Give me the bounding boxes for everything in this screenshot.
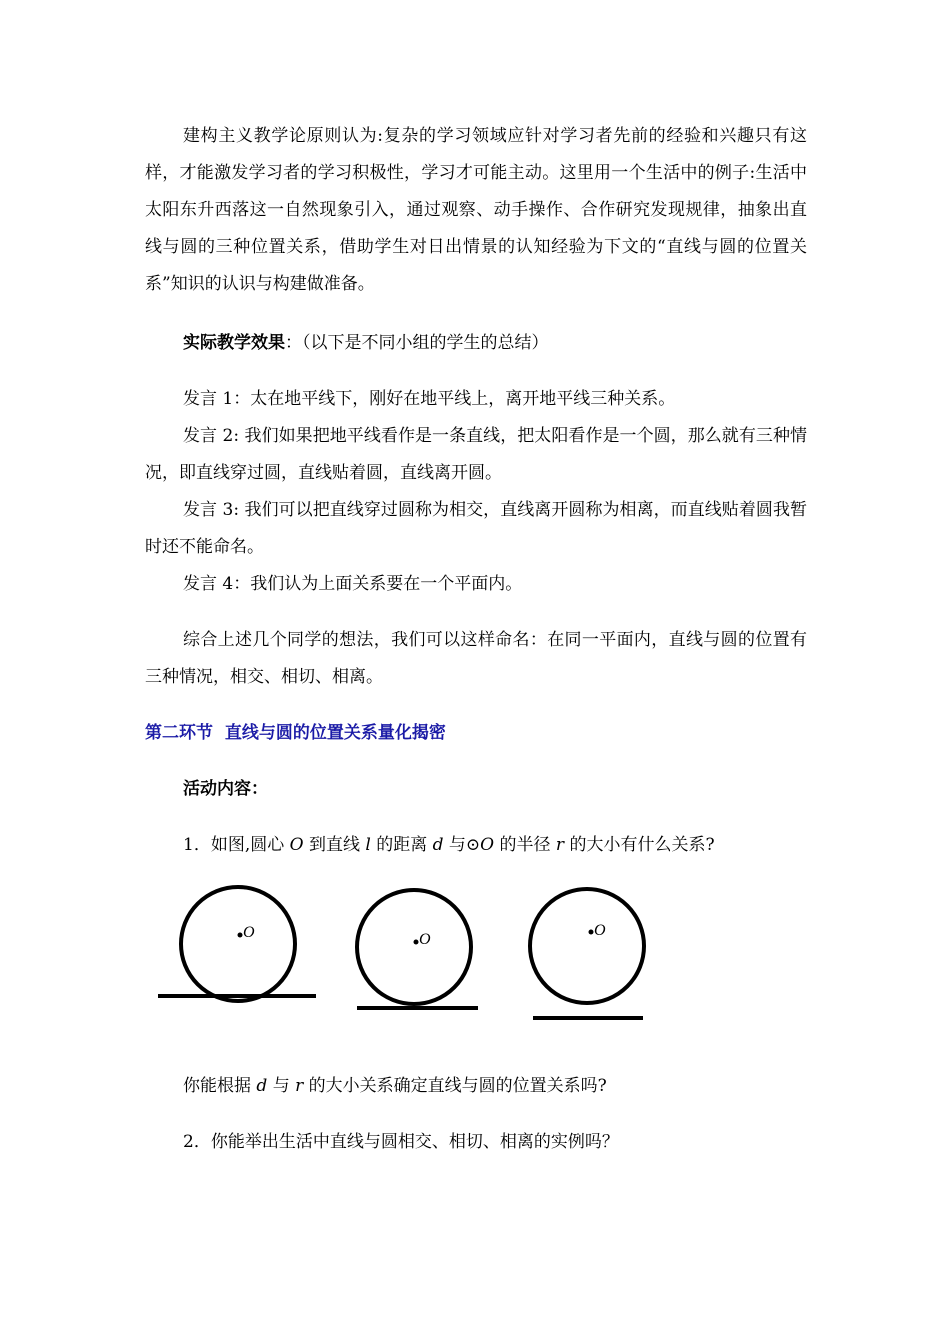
case-intersecting: [158, 887, 316, 1001]
question-1: 1．如图,圆心 O 到直线 l 的距离 d 与⊙O 的半径 r 的大小有什么关系?: [183, 835, 715, 855]
var-l: l: [365, 835, 371, 855]
intro-paragraph: 建构主义教学论原则认为:复杂的学习领域应针对学习者先前的经验和兴趣只有这样，才能激发学习者的学习积极性，学习才可能主动。这里用一个生活中的例子:生活中太阳东升西落这一自然现象引入，通过观察、动手操作、合作研究发现规律，抽象出直线与圆的三种位置关系，借助学生对日出情景的认知经验为下文的“直线与圆的位置关系”知识的认识与构建做准备。: [145, 126, 807, 294]
speech-3: 发言 3: 我们可以把直线穿过圆称为相交，直线离开圆称为相离，而直线贴着圆我暂时还不能命名。: [145, 500, 807, 557]
question-2: 2．你能举出生活中直线与圆相交、相切、相离的实例吗？: [183, 1132, 619, 1152]
center-label-2: O: [419, 931, 431, 948]
circle-3: [530, 889, 644, 1003]
question-d-r: 你能根据 d 与 r 的大小关系确定直线与圆的位置关系吗?: [183, 1076, 607, 1096]
center-label-1: O: [243, 924, 255, 941]
center-label-3: O: [594, 922, 606, 939]
summary-paragraph: 综合上述几个同学的想法，我们可以这样命名：在同一平面内，直线与圆的位置有三种情况，相交、相切、相离。: [145, 630, 807, 687]
var-r: r: [295, 1076, 304, 1096]
var-O: O: [480, 835, 495, 855]
case-separate: [530, 889, 644, 1018]
effect-label: 实际教学效果: [183, 333, 285, 353]
activity-label: 活动内容：: [183, 779, 268, 799]
var-d: d: [256, 1076, 268, 1096]
speech-4: 发言 4：我们认为上面关系要在一个平面内。: [183, 574, 523, 594]
speech-2: 发言 2: 我们如果把地平线看作是一条直线，把太阳看作是一个圆，那么就有三种情况，即直线穿过圆，直线贴着圆，直线离开圆。: [145, 426, 807, 483]
speech-1: 发言 1：太在地平线下，刚好在地平线上，离开地平线三种关系。: [183, 389, 676, 409]
circle-2: [357, 890, 471, 1004]
var-d: d: [432, 835, 444, 855]
center-dot-1: [238, 933, 243, 938]
var-O: O: [289, 835, 304, 855]
case-tangent: [357, 890, 478, 1008]
circle-line-figure: [145, 880, 665, 1040]
effect-line: [145, 325, 807, 362]
effect-colon: ：: [285, 333, 302, 353]
section-heading: 第二环节 直线与圆的位置关系量化揭密: [145, 723, 446, 743]
var-r: r: [555, 835, 565, 855]
circle-1: [181, 887, 295, 1001]
effect-note: （以下是不同小组的学生的总结）: [302, 333, 549, 353]
center-dot-3: [589, 930, 594, 935]
center-dot-2: [414, 940, 419, 945]
